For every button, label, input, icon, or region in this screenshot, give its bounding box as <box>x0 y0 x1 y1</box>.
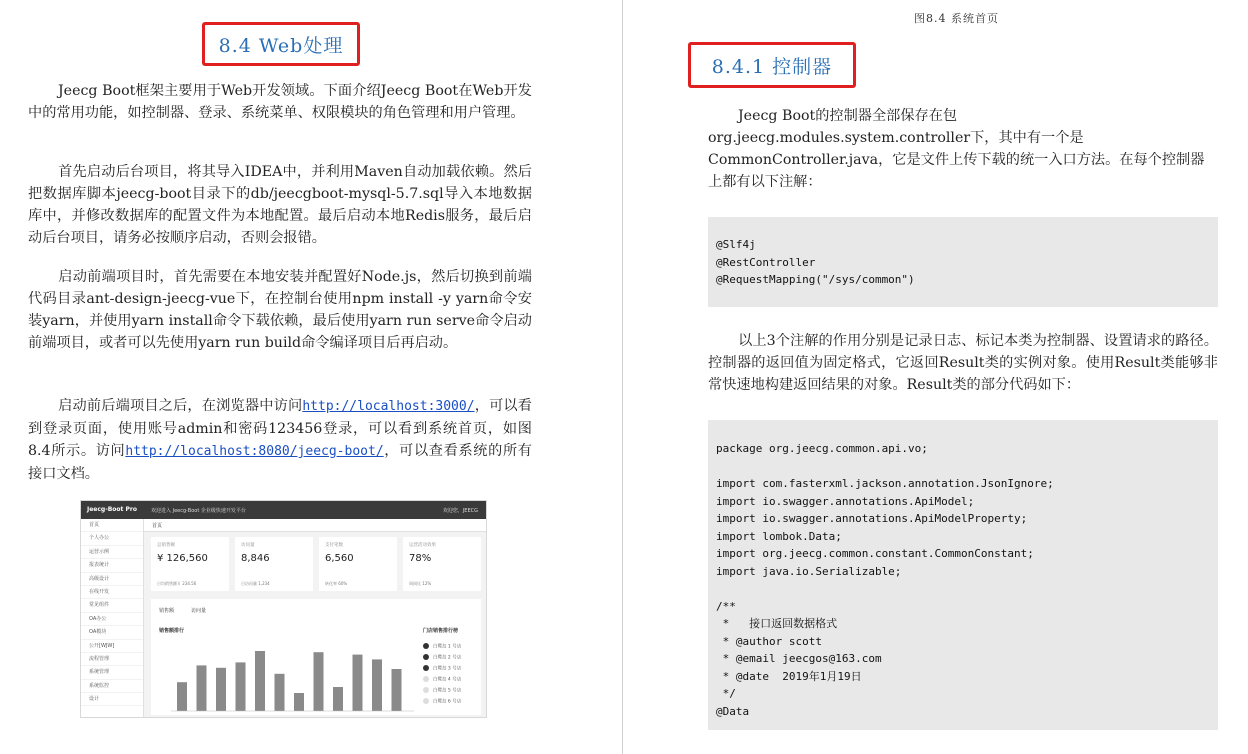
card-title: 访问量 <box>241 543 255 548</box>
rank-label: 白鹭岛 3 号店 <box>433 666 462 672</box>
sales-bar <box>392 669 402 711</box>
code-block-result-class <box>708 420 1218 730</box>
screenshot-menu-item: 流程管理 <box>81 653 143 666</box>
left-page <box>0 0 622 754</box>
card-value: ¥ 126,560 <box>157 553 208 564</box>
rank-item <box>423 698 461 705</box>
panel-tab-visits: 访问量 <box>191 608 207 614</box>
rank-dot <box>423 665 429 671</box>
code-line: * @email jeecgos@163.com <box>716 652 882 665</box>
rank-item <box>423 687 461 694</box>
section-heading-8-4-1 <box>688 42 856 88</box>
sales-bar <box>353 655 363 711</box>
code-line: * 接口返回数据格式 <box>716 617 838 630</box>
sales-bar <box>294 693 304 711</box>
code-line: import io.swagger.annotations.ApiModel; <box>716 494 975 508</box>
screenshot-menu-item: OA模块 <box>81 626 143 639</box>
card-title: 运营活动效果 <box>409 543 436 548</box>
screenshot-app-title: Jeecg-Boot Pro <box>87 506 137 513</box>
screenshot-menu-item: 在线开发 <box>81 586 143 599</box>
sales-bar <box>314 652 324 711</box>
code-line: @Data <box>716 704 750 718</box>
figure-system-home-screenshot <box>80 500 487 718</box>
sales-bar <box>177 682 187 711</box>
section-heading-text: 8.4.1 控制器 <box>711 55 833 78</box>
sales-bar <box>275 674 285 711</box>
screenshot-menu-item: 公开[WJW] <box>81 640 143 653</box>
rank-title: 门店销售排行榜 <box>423 628 459 634</box>
section-heading-text: 8.4 Web处理 <box>218 34 344 57</box>
code-line: import lombok.Data; <box>716 529 842 543</box>
screenshot-topbar <box>81 501 486 519</box>
rank-label: 白鹭岛 6 号店 <box>433 699 462 705</box>
sales-bar <box>236 662 246 711</box>
link-localhost-8080-jeecg-boot[interactable]: http://localhost:8080/jeecg-boot/ <box>125 444 384 459</box>
rank-dot <box>423 643 429 649</box>
card-foot: 日访问量 1,234 <box>241 581 270 586</box>
sales-bar <box>255 651 265 711</box>
screenshot-stat-card <box>319 537 397 591</box>
paragraph-access: 启动前后端项目之后，在浏览器中访问http://localhost:3000/，可以看到登录页面，使用账号admin和密码123456登录，可以看到系统首页，如图8.4所示。访问http://localhost:8080/jeecg-boot/，可以查看系统的所有接口文档。 <box>28 398 532 482</box>
text-line: org.jeecg.modules.system.controller下，其中有一个是 <box>708 130 1084 146</box>
paragraph-annotations-explained: 以上3个注解的作用分别是记录日志、标记本类为控制器、设置请求的路径。控制器的返回值为固定格式，它返回Result类的实例对象。使用Result类能够非常快速地构建返回结果的对象。Result类的部分代码如下： <box>708 333 1218 393</box>
sales-bar <box>216 668 226 711</box>
screenshot-stat-card <box>151 537 229 591</box>
rank-label: 白鹭岛 2 号店 <box>433 655 462 661</box>
screenshot-menu-item: OA办公 <box>81 613 143 626</box>
paragraph-intro: Jeecg Boot框架主要用于Web开发领域。下面介绍Jeecg Boot在Web开发中的常用功能，如控制器、登录、系统菜单、权限模块的角色管理和用户管理。 <box>28 83 532 121</box>
screenshot-welcome: 欢迎进入 Jeecg-Boot 企业级快速开发平台 <box>151 508 246 514</box>
code-line: * @author scott <box>716 634 822 648</box>
rank-item <box>423 676 461 683</box>
screenshot-stat-card <box>235 537 313 591</box>
sales-bar <box>197 665 207 711</box>
card-foot: 日均销售额￥ 234.56 <box>157 581 197 586</box>
rank-dot <box>423 687 429 693</box>
code-line: import org.jeecg.common.constant.CommonConstant; <box>716 547 1034 560</box>
code-line: /** <box>716 599 736 613</box>
paragraph-backend: 首先启动后台项目，将其导入IDEA中，并利用Maven自动加载依赖。然后把数据库脚本jeecg-boot目录下的db/jeecgboot-mysql-5.7.sql导入本地数据库中，并修改数据库的配置文件为本地配置。最后启动本地Redis服务，最后启动后台项目，请务必按顺序启动，否则会报错。 <box>28 164 532 246</box>
code-line: import com.fasterxml.jackson.annotation.JsonIgnore; <box>716 477 1054 490</box>
screenshot-menu-item: 设计 <box>81 693 143 706</box>
chart-title: 销售额排行 <box>159 628 185 634</box>
sales-bar <box>333 687 343 711</box>
screenshot-menu-item: 报表统计 <box>81 559 143 572</box>
code-line: @RestController <box>716 255 816 269</box>
text-line: Jeecg Boot的控制器全部保存在包 <box>738 108 958 124</box>
section-heading-8-4 <box>202 22 360 66</box>
screenshot-menu-item: 首页 <box>81 519 143 532</box>
page-divider <box>622 0 623 754</box>
screenshot-menu-item: 运营示例 <box>81 546 143 559</box>
panel-tab-sales: 销售额 <box>159 608 175 614</box>
code-line: */ <box>716 687 736 700</box>
code-line: @RequestMapping("/sys/common") <box>716 273 915 286</box>
code-block-annotations <box>708 217 1218 307</box>
figure-caption: 图8.4 系统首页 <box>914 12 999 25</box>
rank-dot <box>423 698 429 704</box>
text-line: CommonController.java，它是文件上传下载的统一入口方法。在每个控制器 <box>708 152 1205 168</box>
rank-dot <box>423 654 429 660</box>
screenshot-menu-item: 系统管理 <box>81 666 143 679</box>
rank-dot <box>423 676 429 682</box>
link-localhost-3000[interactable]: http://localhost:3000/ <box>302 399 475 414</box>
screenshot-chart-panel <box>151 599 481 715</box>
rank-label: 白鹭岛 5 号店 <box>433 688 462 694</box>
rank-item <box>423 665 461 672</box>
rank-item <box>423 643 461 650</box>
code-line <box>716 458 1210 476</box>
rank-label: 白鹭岛 4 号店 <box>433 677 462 683</box>
screenshot-user: 欢迎您，JEECG <box>442 508 478 514</box>
screenshot-tab-home: 首页 <box>152 523 163 529</box>
right-page <box>624 0 1248 754</box>
sales-bar <box>372 659 382 711</box>
screenshot-menu-item: 系统监控 <box>81 680 143 693</box>
code-line: package org.jeecg.common.api.vo; <box>716 442 928 455</box>
card-value: 6,560 <box>325 553 354 564</box>
card-foot: 周同比 12% <box>409 581 432 586</box>
rank-item <box>423 654 461 661</box>
screenshot-menu-item: 常见组件 <box>81 599 143 612</box>
code-line: @Slf4j <box>716 238 756 251</box>
paragraph-frontend: 启动前端项目时，首先需要在本地安装并配置好Node.js，然后切换到前端代码目录ant-design-jeecg-vue下，在控制台使用npm install -y yarn命令安装yarn，并使用yarn install命令下载依赖，最后使用yarn run serve命令启动前端项目，或者可以先使用yarn run build命令编译项目后再启动。 <box>28 269 532 351</box>
screenshot-tabs <box>144 519 486 532</box>
card-title: 总销售额 <box>157 543 175 548</box>
code-line: import java.io.Serializable; <box>716 564 902 578</box>
screenshot-stat-card <box>403 537 481 591</box>
text-line: 上都有以下注解： <box>708 174 822 190</box>
screenshot-sidebar <box>81 519 144 717</box>
paragraph-controller <box>708 105 1218 193</box>
code-line: import io.swagger.annotations.ApiModelProperty; <box>716 512 1028 525</box>
card-value: 78% <box>409 553 432 564</box>
card-value: 8,846 <box>241 553 270 564</box>
card-foot: 转化率 60% <box>325 581 348 586</box>
card-title: 支付笔数 <box>325 543 343 548</box>
screenshot-menu-item: 高级设计 <box>81 573 143 586</box>
code-line: * @date 2019年1月19日 <box>716 669 862 683</box>
screenshot-menu-item: 个人办公 <box>81 532 143 545</box>
rank-label: 白鹭岛 1 号店 <box>433 644 462 650</box>
code-line <box>716 580 1210 598</box>
sales-bar-chart <box>159 635 419 715</box>
